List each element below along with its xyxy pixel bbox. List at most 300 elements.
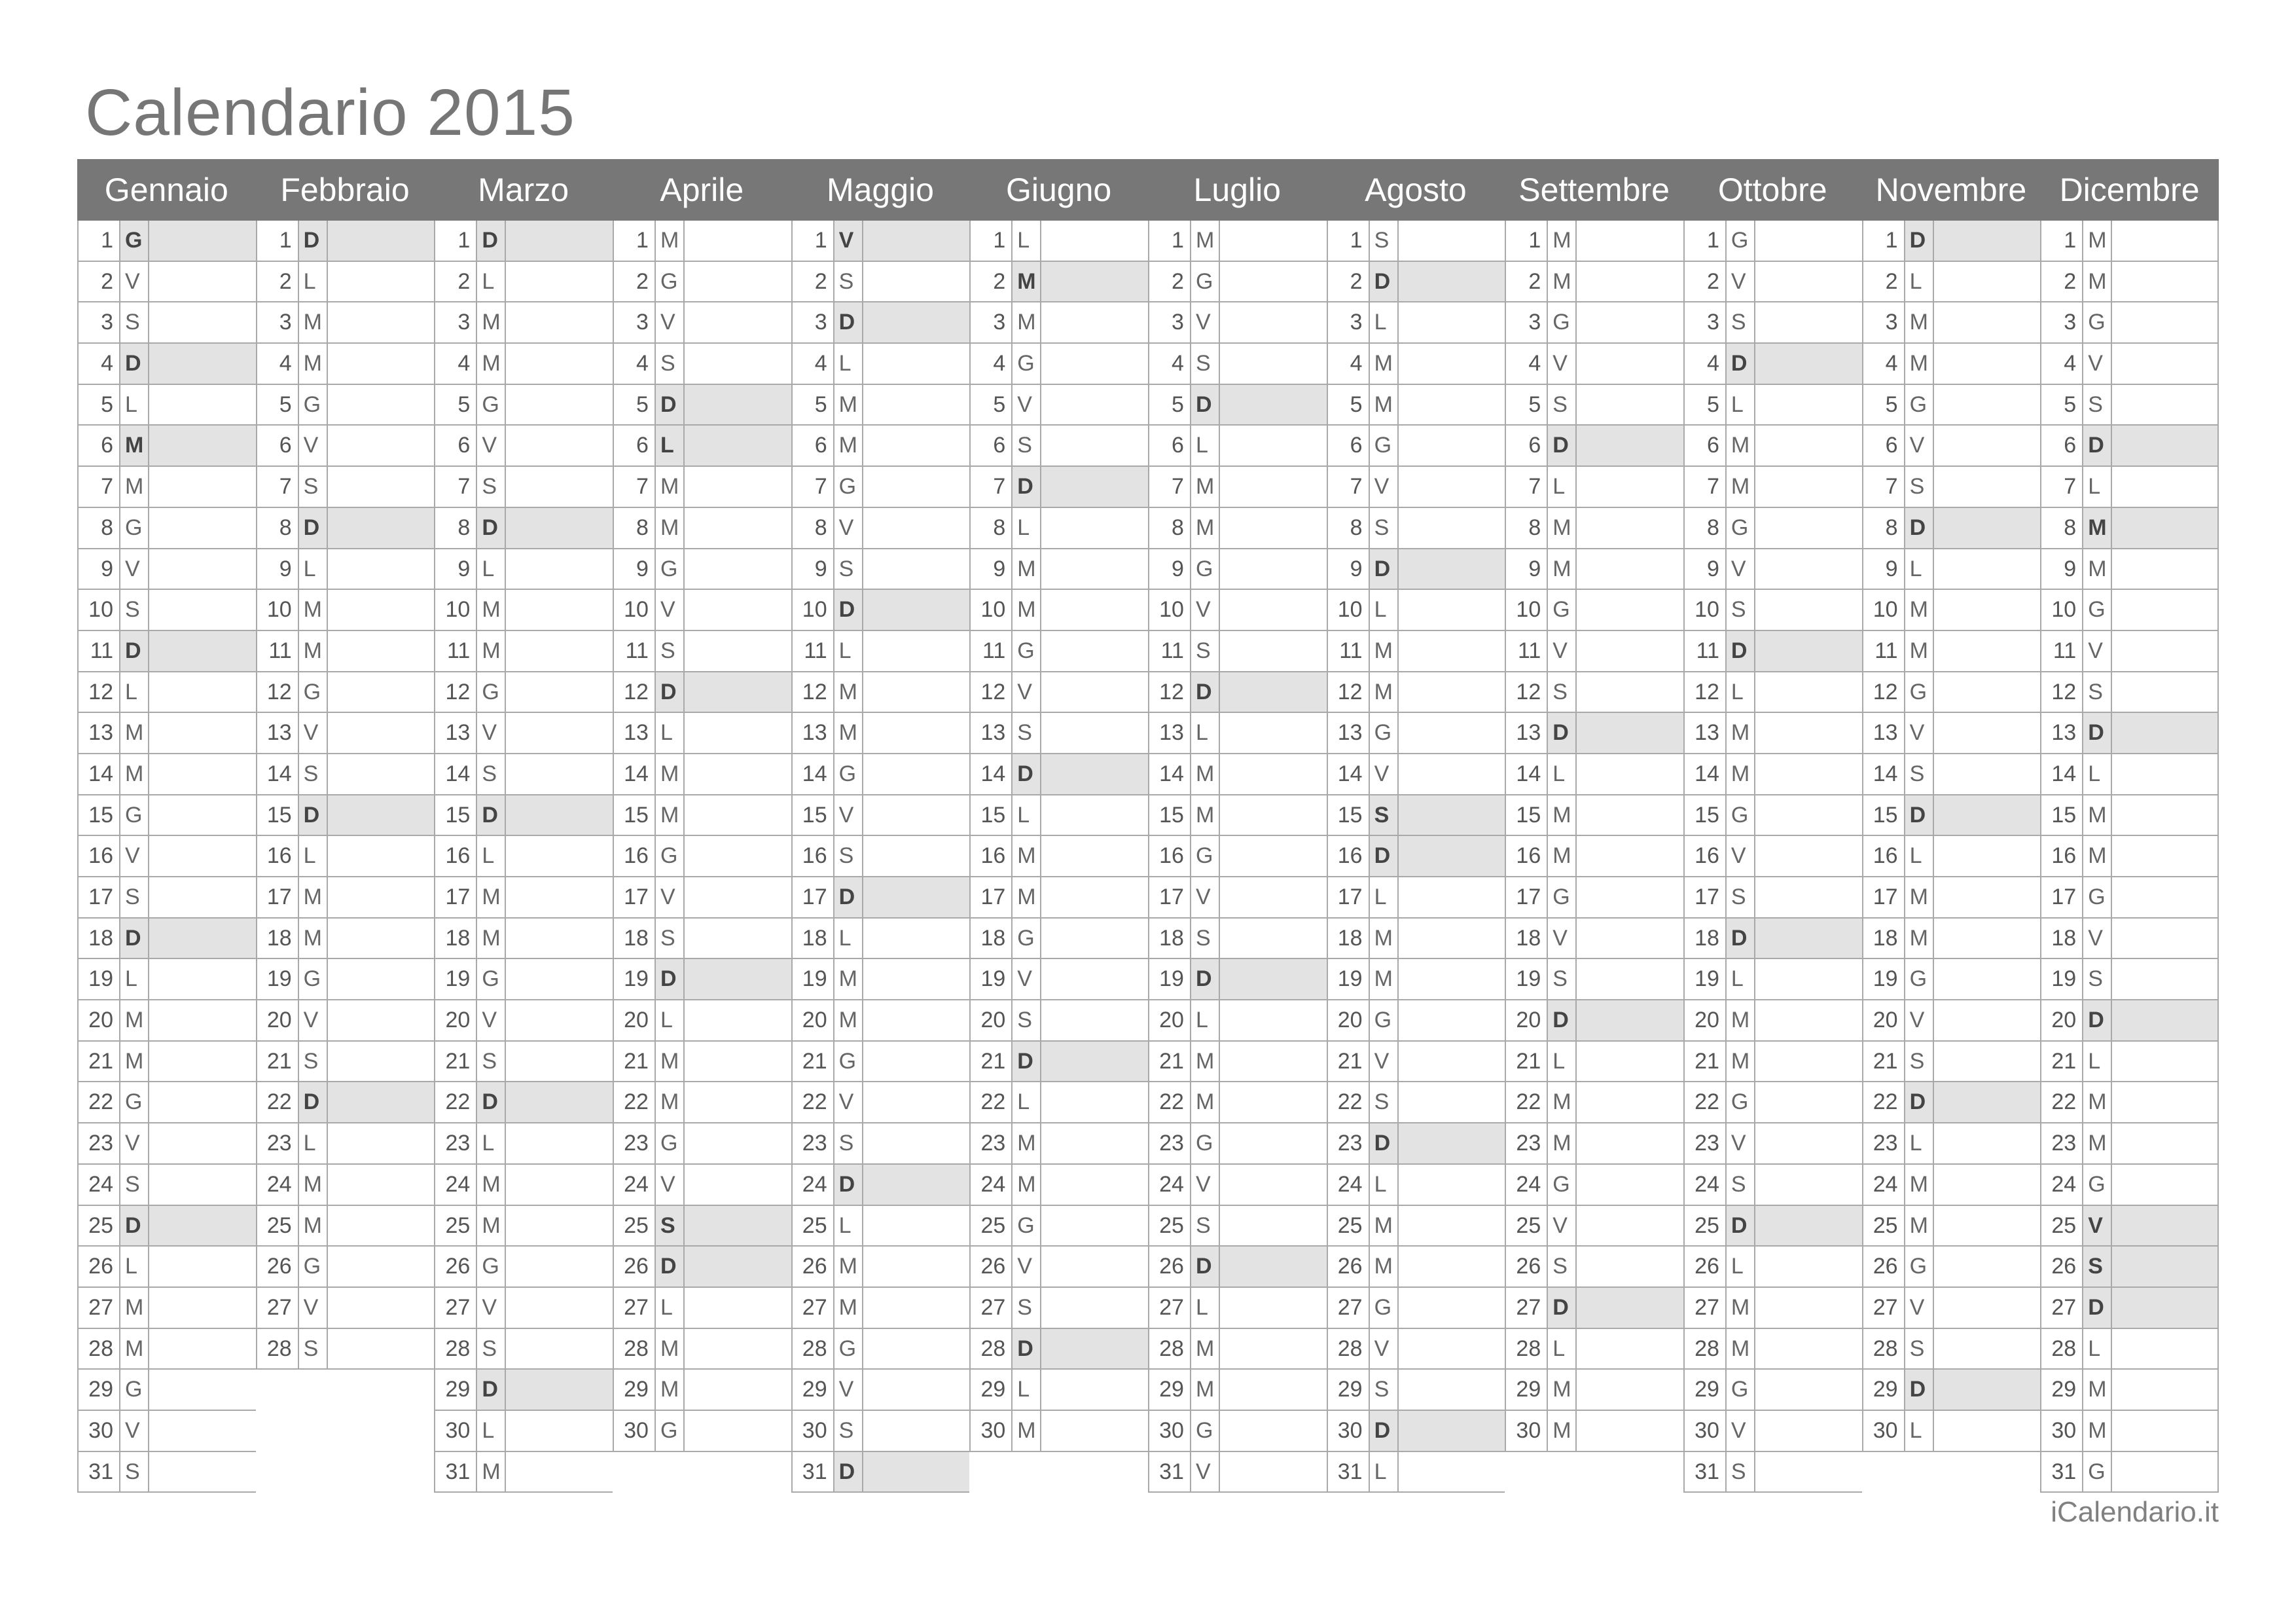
weekday-letter: D — [1905, 795, 1934, 835]
weekday-letter: V — [1727, 1411, 1755, 1451]
weekday-letter: D — [477, 1082, 506, 1122]
day-row — [434, 877, 613, 919]
weekday-letter: L — [1727, 385, 1755, 425]
day-number: 13 — [614, 713, 656, 753]
day-number: 16 — [435, 836, 477, 876]
note-cell — [328, 1000, 435, 1040]
note-cell — [1041, 1411, 1148, 1451]
day-number: 28 — [2041, 1329, 2083, 1369]
weekday-letter: M — [2083, 262, 2112, 302]
note-cell — [863, 672, 970, 712]
weekday-letter: M — [1548, 1082, 1577, 1122]
note-cell — [1399, 221, 1505, 261]
note-cell — [149, 262, 256, 302]
holiday-day-row — [1862, 508, 2041, 549]
day-row — [969, 713, 1148, 754]
day-row — [2040, 919, 2219, 960]
weekday-letter: L — [656, 713, 685, 753]
day-row — [969, 590, 1148, 631]
day-number: 26 — [1506, 1247, 1548, 1286]
weekday-letter: M — [656, 795, 685, 835]
weekday-letter: M — [477, 1165, 506, 1205]
weekday-letter: G — [1548, 1165, 1577, 1205]
day-number: 6 — [2041, 426, 2083, 465]
day-number: 8 — [971, 508, 1013, 548]
day-number: 16 — [79, 836, 120, 876]
weekday-letter: M — [1727, 713, 1755, 753]
note-cell — [863, 467, 970, 507]
weekday-letter: L — [1905, 262, 1934, 302]
day-row — [1505, 467, 1683, 508]
day-row — [434, 1206, 613, 1247]
note-cell — [2112, 795, 2217, 835]
note-cell — [1220, 221, 1327, 261]
note-cell — [1755, 959, 1862, 999]
weekday-letter: D — [1370, 549, 1399, 589]
weekday-letter: S — [120, 1452, 149, 1492]
day-number: 22 — [1328, 1082, 1370, 1122]
day-number: 28 — [1328, 1329, 1370, 1369]
day-number: 13 — [1149, 713, 1191, 753]
weekday-letter: D — [477, 221, 506, 261]
day-row — [77, 262, 256, 303]
day-number: 15 — [2041, 795, 2083, 835]
weekday-letter: M — [2083, 1370, 2112, 1410]
day-number: 17 — [971, 877, 1013, 917]
weekday-letter: L — [120, 385, 149, 425]
day-row — [77, 672, 256, 714]
weekday-letter: L — [834, 631, 863, 671]
note-cell — [149, 959, 256, 999]
day-number: 14 — [1328, 754, 1370, 794]
note-cell — [2112, 1123, 2217, 1163]
weekday-letter: M — [299, 1165, 328, 1205]
day-row — [969, 1288, 1148, 1329]
day-row — [1862, 549, 2041, 591]
note-cell — [2112, 1288, 2217, 1328]
day-number: 25 — [2041, 1206, 2083, 1246]
day-row — [1862, 1247, 2041, 1288]
weekday-letter: V — [120, 1123, 149, 1163]
weekday-letter: M — [120, 1288, 149, 1328]
weekday-letter: D — [477, 508, 506, 548]
note-cell — [685, 508, 791, 548]
day-row — [2040, 549, 2219, 591]
day-number: 21 — [1685, 1042, 1727, 1082]
day-row — [1683, 1000, 1862, 1042]
note-cell — [1041, 1000, 1148, 1040]
day-row — [1683, 1411, 1862, 1452]
day-number: 1 — [1685, 221, 1727, 261]
note-cell — [1577, 754, 1683, 794]
weekday-letter: M — [1548, 508, 1577, 548]
note-cell — [2112, 1411, 2217, 1451]
day-row — [1505, 344, 1683, 385]
weekday-letter: M — [1727, 467, 1755, 507]
weekday-letter: M — [1548, 1370, 1577, 1410]
day-row — [434, 672, 613, 714]
note-cell — [1399, 426, 1505, 465]
note-cell — [863, 1288, 970, 1328]
weekday-letter: G — [299, 959, 328, 999]
weekday-letter: M — [1191, 1082, 1220, 1122]
weekday-letter: S — [299, 1329, 328, 1369]
day-row — [2040, 836, 2219, 877]
note-cell — [685, 1329, 791, 1369]
note-cell — [2112, 467, 2217, 507]
note-cell — [328, 590, 435, 630]
weekday-letter: M — [1905, 877, 1934, 917]
weekday-letter: D — [120, 919, 149, 958]
note-cell — [328, 344, 435, 384]
weekday-letter: L — [1548, 754, 1577, 794]
day-number: 12 — [614, 672, 656, 712]
day-row — [256, 1206, 435, 1247]
day-row — [969, 1123, 1148, 1165]
weekday-letter: M — [120, 1000, 149, 1040]
day-number: 3 — [1685, 302, 1727, 342]
note-cell — [685, 836, 791, 876]
day-row — [969, 344, 1148, 385]
day-number: 5 — [1506, 385, 1548, 425]
weekday-letter: M — [477, 1452, 506, 1492]
note-cell — [149, 1123, 256, 1163]
day-row — [1148, 1370, 1327, 1411]
note-cell — [863, 877, 970, 917]
note-cell — [1220, 262, 1327, 302]
day-number: 9 — [1328, 549, 1370, 589]
holiday-day-row — [791, 221, 970, 262]
note-cell — [1220, 713, 1327, 753]
day-row — [791, 631, 970, 672]
day-number: 19 — [2041, 959, 2083, 999]
note-cell — [1041, 1288, 1148, 1328]
note-cell — [149, 631, 256, 671]
note-cell — [2112, 836, 2217, 876]
weekday-letter: L — [1548, 1329, 1577, 1369]
note-cell — [1577, 467, 1683, 507]
day-number: 25 — [1863, 1206, 1905, 1246]
note-cell — [328, 262, 435, 302]
weekday-letter: G — [477, 1247, 506, 1286]
note-cell — [2112, 713, 2217, 753]
note-cell — [1220, 1000, 1327, 1040]
weekday-letter: M — [477, 1206, 506, 1246]
weekday-letter: L — [477, 1123, 506, 1163]
day-row — [791, 836, 970, 877]
note-cell — [1755, 508, 1862, 548]
note-cell — [1041, 221, 1148, 261]
note-cell — [863, 221, 970, 261]
day-row — [613, 754, 791, 795]
note-cell — [1399, 713, 1505, 753]
note-cell — [1577, 836, 1683, 876]
day-row — [1148, 262, 1327, 303]
day-row — [613, 631, 791, 672]
day-row — [613, 1329, 791, 1370]
weekday-letter: M — [834, 1288, 863, 1328]
weekday-letter: L — [1905, 836, 1934, 876]
note-cell — [506, 1288, 613, 1328]
note-cell — [1755, 1452, 1862, 1492]
day-number: 6 — [1685, 426, 1727, 465]
day-number: 20 — [257, 1000, 299, 1040]
weekday-letter: S — [1727, 302, 1755, 342]
day-row — [77, 302, 256, 344]
note-cell — [1577, 1123, 1683, 1163]
weekday-letter: S — [477, 467, 506, 507]
holiday-day-row — [2040, 713, 2219, 754]
weekday-letter: G — [1191, 1411, 1220, 1451]
day-row — [613, 344, 791, 385]
weekday-letter: D — [299, 508, 328, 548]
weekday-letter: L — [834, 344, 863, 384]
day-number: 28 — [971, 1329, 1013, 1369]
day-row — [256, 426, 435, 467]
weekday-letter: M — [477, 344, 506, 384]
day-row — [1505, 262, 1683, 303]
weekday-letter: M — [1191, 795, 1220, 835]
day-row — [77, 877, 256, 919]
day-row — [1683, 1329, 1862, 1370]
month-name: Giugno — [1005, 172, 1112, 208]
month-column — [1862, 221, 2041, 1493]
holiday-day-row — [1683, 919, 1862, 960]
weekday-letter: M — [1905, 344, 1934, 384]
note-cell — [1755, 1411, 1862, 1451]
weekday-letter: G — [1370, 713, 1399, 753]
weekday-letter: G — [1370, 1000, 1399, 1040]
day-number: 26 — [2041, 1247, 2083, 1286]
day-number: 8 — [793, 508, 834, 548]
note-cell — [685, 385, 791, 425]
weekday-letter: D — [1548, 1288, 1577, 1328]
day-number: 22 — [1863, 1082, 1905, 1122]
day-number: 30 — [1863, 1411, 1905, 1451]
note-cell — [685, 754, 791, 794]
weekday-letter: D — [120, 344, 149, 384]
weekday-letter: L — [1013, 1370, 1041, 1410]
day-number: 13 — [1863, 713, 1905, 753]
day-number: 27 — [971, 1288, 1013, 1328]
day-row — [1327, 1082, 1505, 1123]
day-number: 26 — [1863, 1247, 1905, 1286]
day-row — [791, 795, 970, 837]
day-number: 4 — [435, 344, 477, 384]
day-row — [77, 1329, 256, 1370]
day-row — [256, 344, 435, 385]
day-number: 16 — [793, 836, 834, 876]
weekday-letter: L — [299, 1123, 328, 1163]
note-cell — [685, 590, 791, 630]
weekday-letter: M — [299, 344, 328, 384]
note-cell — [1399, 1165, 1505, 1205]
weekday-letter: G — [656, 262, 685, 302]
day-row — [1148, 919, 1327, 960]
note-cell — [1041, 1329, 1148, 1369]
note-cell — [1934, 877, 2041, 917]
holiday-day-row — [613, 959, 791, 1000]
holiday-day-row — [2040, 1206, 2219, 1247]
note-cell — [1041, 1206, 1148, 1246]
note-cell — [149, 1247, 256, 1286]
weekday-letter: L — [2083, 1329, 2112, 1369]
note-cell — [328, 1247, 435, 1286]
day-row — [1683, 1370, 1862, 1411]
weekday-letter: G — [1191, 549, 1220, 589]
day-row — [1327, 713, 1505, 754]
day-number: 10 — [793, 590, 834, 630]
weekday-letter: S — [1013, 1288, 1041, 1328]
note-cell — [149, 1329, 256, 1369]
note-cell — [863, 590, 970, 630]
day-number: 21 — [1328, 1042, 1370, 1082]
note-cell — [1220, 1206, 1327, 1246]
day-number: 1 — [1149, 221, 1191, 261]
weekday-letter: V — [1905, 713, 1934, 753]
weekday-letter: V — [834, 221, 863, 261]
weekday-letter: D — [1905, 221, 1934, 261]
day-row — [1683, 836, 1862, 877]
day-number: 2 — [614, 262, 656, 302]
day-number: 1 — [793, 221, 834, 261]
day-row — [2040, 1411, 2219, 1452]
day-row — [1862, 1329, 2041, 1370]
holiday-day-row — [256, 508, 435, 549]
day-number: 11 — [2041, 631, 2083, 671]
weekday-letter: M — [1013, 836, 1041, 876]
day-row — [2040, 795, 2219, 837]
day-row — [1505, 1123, 1683, 1165]
weekday-letter: G — [1013, 344, 1041, 384]
day-row — [434, 631, 613, 672]
day-row — [613, 549, 791, 591]
weekday-letter: G — [834, 1042, 863, 1082]
day-number: 19 — [793, 959, 834, 999]
weekday-letter: G — [1905, 959, 1934, 999]
weekday-letter: G — [834, 754, 863, 794]
day-number: 29 — [1328, 1370, 1370, 1410]
note-cell — [1220, 1411, 1327, 1451]
weekday-letter: S — [2083, 385, 2112, 425]
note-cell — [1755, 302, 1862, 342]
holiday-day-row — [791, 1165, 970, 1206]
weekday-letter: L — [656, 426, 685, 465]
day-number: 23 — [79, 1123, 120, 1163]
day-number: 9 — [257, 549, 299, 589]
weekday-letter: V — [2083, 344, 2112, 384]
holiday-day-row — [77, 221, 256, 262]
year-calendar — [77, 159, 2219, 1493]
day-row — [434, 1329, 613, 1370]
day-number: 28 — [1506, 1329, 1548, 1369]
holiday-day-row — [77, 1206, 256, 1247]
month-name: Novembre — [1875, 172, 2027, 208]
note-cell — [328, 877, 435, 917]
note-cell — [685, 1042, 791, 1082]
weekday-letter: L — [1727, 959, 1755, 999]
weekday-letter: S — [120, 590, 149, 630]
day-row — [613, 1411, 791, 1452]
day-row — [1505, 590, 1683, 631]
note-cell — [1041, 385, 1148, 425]
note-cell — [1220, 1329, 1327, 1369]
day-row — [613, 467, 791, 508]
note-cell — [506, 672, 613, 712]
month-column — [77, 221, 256, 1493]
weekday-letter: M — [1013, 549, 1041, 589]
day-number: 9 — [971, 549, 1013, 589]
day-number: 11 — [971, 631, 1013, 671]
day-number: 21 — [435, 1042, 477, 1082]
weekday-letter: G — [2083, 877, 2112, 917]
note-cell — [685, 919, 791, 958]
weekday-letter: D — [1905, 1370, 1934, 1410]
note-cell — [1577, 795, 1683, 835]
weekday-letter: G — [1727, 795, 1755, 835]
note-cell — [2112, 631, 2217, 671]
weekday-letter: S — [656, 631, 685, 671]
weekday-letter: S — [1905, 1329, 1934, 1369]
day-row — [77, 1247, 256, 1288]
weekday-letter: V — [477, 1000, 506, 1040]
note-cell — [1577, 1042, 1683, 1082]
day-row — [1148, 549, 1327, 591]
note-cell — [1934, 426, 2041, 465]
day-row — [256, 919, 435, 960]
day-number: 1 — [2041, 221, 2083, 261]
day-row — [256, 1042, 435, 1083]
weekday-letter: L — [1548, 467, 1577, 507]
weekday-letter: S — [1191, 631, 1220, 671]
note-cell — [1577, 672, 1683, 712]
note-cell — [685, 1411, 791, 1451]
day-row — [77, 795, 256, 837]
day-number: 17 — [435, 877, 477, 917]
note-cell — [328, 221, 435, 261]
note-cell — [1220, 754, 1327, 794]
day-number: 24 — [1863, 1165, 1905, 1205]
holiday-day-row — [2040, 1288, 2219, 1329]
day-row — [256, 836, 435, 877]
weekday-letter: S — [1191, 344, 1220, 384]
day-number: 16 — [971, 836, 1013, 876]
day-row — [1148, 467, 1327, 508]
note-cell — [1755, 385, 1862, 425]
weekday-letter: M — [1191, 467, 1220, 507]
weekday-letter: V — [477, 1288, 506, 1328]
day-number: 27 — [793, 1288, 834, 1328]
day-row — [1148, 877, 1327, 919]
note-cell — [2112, 672, 2217, 712]
weekday-letter: V — [1548, 1206, 1577, 1246]
weekday-letter: M — [1013, 262, 1041, 302]
day-number: 20 — [1149, 1000, 1191, 1040]
note-cell — [506, 1370, 613, 1410]
note-cell — [506, 1247, 613, 1286]
note-cell — [1220, 959, 1327, 999]
weekday-letter: M — [1370, 919, 1399, 958]
day-number: 1 — [1328, 221, 1370, 261]
page-title: Calendario 2015 — [85, 76, 575, 149]
day-row — [1148, 344, 1327, 385]
day-row — [969, 1000, 1148, 1042]
day-row — [1148, 221, 1327, 262]
day-number: 26 — [971, 1247, 1013, 1286]
note-cell — [506, 919, 613, 958]
note-cell — [506, 1082, 613, 1122]
day-number: 24 — [793, 1165, 834, 1205]
